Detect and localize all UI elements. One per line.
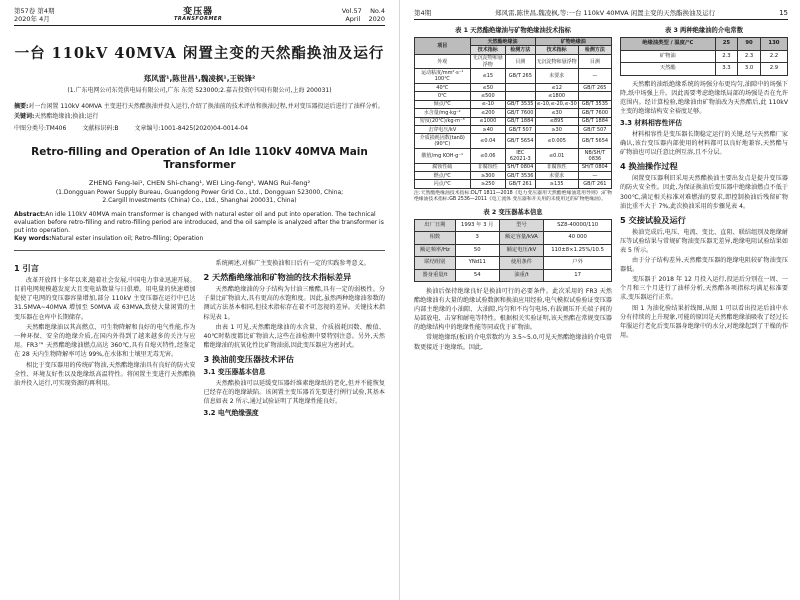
abstract-divider [14, 250, 385, 251]
table-header: 130 [760, 38, 787, 50]
table-cell: ≤12 [535, 84, 578, 92]
section-heading-2: 2 天然酯绝缘油和矿物油的技术指标差异 [203, 271, 352, 282]
table-row [415, 126, 612, 134]
table-cell: 110±8×1.25%/10.5 [544, 244, 612, 256]
table-cell: — [578, 69, 611, 84]
paper-title-en: Retro-filling and Operation of An Idle 110kV 40MVA Main Transformer [31, 146, 368, 172]
table-cell: 40℃ [415, 84, 471, 92]
table-cell: ≤1000 [470, 117, 506, 125]
abstract-text: 对一台闲置 110kV 40MVA 主变进行天然酯换油并投入运行,介绍了换油前的技术评估和换油过程,并对变压器投运后进行了油样分析。 [28, 103, 384, 110]
table3-caption: 表 3 两种绝缘油的介电常数 [664, 27, 744, 34]
authors-cn: 郑风雷¹,陈世昌¹,魏凌枫¹,王锐锋² [143, 74, 256, 83]
table-cell: GB/T 507 [506, 126, 535, 134]
body-paragraph: 常规绝缘纸(板)的介电常数约为 3.5~5.0,可见天然酯绝缘油的介电常数更接近于绝缘纸。因此, [414, 334, 612, 351]
table-cell: 无沉淀物和悬浮物 [535, 54, 578, 69]
table-cell: ≤0.01 [535, 149, 578, 164]
issue-label: 第4期 [414, 9, 432, 17]
table2-caption: 表 2 变压器基本信息 [483, 208, 543, 216]
table-cell: GB/T 261 [578, 180, 611, 188]
month-en: April [345, 15, 361, 23]
table2 [414, 219, 612, 282]
table-cell: ≤30 [535, 109, 578, 117]
table-cell: ≥300 [470, 171, 506, 179]
table-row [415, 134, 612, 149]
section-heading-1: 1 引言 [14, 262, 39, 273]
table-row [415, 54, 612, 69]
table-cell: SZ8-40000/110 [544, 219, 612, 231]
table-row [415, 117, 612, 125]
table-cell: 户外 [544, 257, 612, 269]
table-cell: 2.3 [715, 50, 738, 62]
table-cell: 54 [455, 269, 499, 281]
table-cell: GB/T 1884 [578, 117, 611, 125]
table-cell: 17 [544, 269, 612, 281]
table2-body [415, 219, 612, 281]
body-paragraph: 系统阐述,对推广主变换油和日后有一定的实践参考意义。 [215, 259, 370, 267]
date-cn: 2020年 4月 [14, 15, 50, 23]
right-running-header [414, 6, 788, 20]
table-row [415, 109, 612, 117]
table-subheader: 技术指标 [535, 46, 578, 54]
table-cell: ≤0.06 [470, 149, 506, 164]
table-header: 90 [738, 38, 761, 50]
table3 [620, 37, 788, 75]
body-paragraph: 由表 1 可见,天然酯绝缘油的水含量、介质损耗因数、酸值、40℃时粘度都比矿物油大,这些在油检测中要特别注意。另外,天然酯绝缘油的抗氧化性比矿物油弱,因此变压器应为密封式。 [203, 323, 385, 350]
section-heading-3: 3 换油前变压器技术评估 [203, 354, 294, 365]
table-cell: 倾点/℃ [415, 100, 471, 108]
body-paragraph: 天然酯的油纸绝缘系统的场强分布更均匀,油隙中的场强下降,纸中场强上升。因此需要考虑绝缘纸局部的场强是否在允许范围内。经计算检验,绝缘油由矿物油改为天然酯后,此 110kV 主变的绝缘结构安全裕度足够。 [620, 80, 788, 115]
abstract-en-label: Abstract: [14, 210, 46, 218]
table-cell: ≤-10,≤-20,≤-30 [536, 101, 577, 108]
table-cell: 酸值/mg KOH·g⁻¹ [415, 149, 471, 164]
table-cell: 无沉淀物和悬浮物 [470, 54, 506, 69]
table-cell: GB/T 265 [578, 84, 611, 92]
table-cell: GB/T 3535 [507, 101, 534, 108]
table-cell: 使用条件 [499, 257, 544, 269]
paper-title-cn: 一台 110kV 40MVA 闲置主变的天然酯换油及运行 [14, 45, 385, 62]
table-cell: ≤200 [470, 109, 506, 117]
table-cell: GB/T 5654 [578, 134, 611, 149]
table-cell: 闪点/℃ [415, 180, 471, 188]
table-cell: GB/T 1884 [507, 118, 534, 125]
table-header: 矿物绝缘油 [535, 38, 611, 46]
affiliation-en-2: 2.Cargill Investments (China) Co., Ltd., Shanghai 200031, China) [102, 196, 297, 204]
table-cell: 50 [455, 244, 499, 256]
year-en: 2020 [368, 15, 385, 23]
table-row [415, 171, 612, 179]
table1-note: 注:天然酯绝缘油技术指标:DL/T 1811—2018《电力变压器用天然酯绝缘油选用导则》;矿物绝缘油技术指标:GB 2536—2011《电工流体 变压器和开关用的未使用过的矿物绝缘油》。 [414, 190, 612, 203]
body-paragraph: 变压器于 2018 年 12 月投入运行,投运后分别在一周、一个月和三个月进行了油样分析,天然酯各项指标均满足标准要求,变压器运行正常。 [620, 276, 788, 302]
table-header: 25 [715, 38, 738, 50]
body-paragraph: 换油后保持绝缘良好是换油可行的必要条件。此次采用的 FR3 天然酯绝缘油有大量的绝缘试验数据和换油应用经验,电气模拟试验验证变压器内部主绝缘的小油隙、大油隙,均匀和不均匀电场,有载调压开关端子间的局部放电、击穿和耐电等特性。根据相关实验证明,该天然酯在常规变压器的绝缘结构中的绝缘性能等同或优于矿物油。 [414, 288, 612, 332]
table-cell: ≤895 [535, 117, 578, 125]
body-paragraph: 天然酯换油可以延缓变压器纤维素绝缘纸的老化,但并不能恢复已经存在的绝缘缺陷。该闲置主变压器首先要进行例行试验,其基本信息如表 2 所示,通过试验证明了其绝缘性能良好。 [203, 379, 385, 406]
body-paragraph: 改革开放四十多年以来,随着社会发展,中国电力事业迅速开展。目前电网规模越发庞大且变电站数量与日俱增。用电量的快速增加促使了电网的变压器容量增加,部分 110kV 主变压器在运行中已达 31.5MVA~40MVA 增加至 50MVA 或 63MVA,致使大量闲置的主变压器在仓库中长期储存。 [14, 276, 196, 321]
affiliation-cn: (1.广东电网公司东莞供电局有限公司,广东 东莞 523000;2.嘉吉投资(中国)有限公司,上海 200031) [67, 87, 332, 94]
table-cell: 0℃ [415, 92, 471, 100]
table-subheader: 技术指标 [470, 46, 506, 54]
table-cell: 相数 [415, 232, 456, 244]
body-paragraph: 材料相容性是变压器长期稳定运行的关键,经与天然酯厂家确认,该台变压器内部使用的材料都可以良好地兼容,天然酯与矿物油也可以任意比例互溶,且不分层。 [620, 130, 788, 157]
table-cell: GB/T 507 [578, 126, 611, 134]
table-row [415, 69, 612, 84]
body-paragraph: 天然酯绝缘油以其高燃点、可生物降解和良好的电气性能,作为一种环保、安全的绝缘介质,在国内外得到了越来越多的关注与应用。FR3™ 天然酯绝缘油燃点高达 360℃,具有自熄灭特性,经鉴定在 28 天内生物降解率可达 99%,在水体和土壤里无毒无害。 [14, 323, 196, 359]
table-cell: 密度(20℃)/kg·m⁻³ [415, 117, 471, 125]
keywords-label: 关键词: [14, 112, 35, 120]
left-body-col-1 [14, 259, 196, 421]
table-cell: 矿物油 [621, 50, 716, 62]
clc-number: 中图分类号:TM406 [14, 125, 67, 133]
table-cell: ≤50 [470, 84, 506, 92]
table-subheader: 检测方法 [506, 46, 535, 54]
table-cell: GB/T 5654 [506, 134, 535, 149]
table-cell: 3.3 [715, 63, 738, 75]
right-body-col-2 [620, 26, 788, 353]
table-header-row [621, 38, 788, 50]
page-number: 15 [779, 9, 788, 17]
body-paragraph: 图 1 为油化验结果折线图,从图 1 可以看出投运后油中水分有持续的上升现象,可能的原因是天然酯绝缘油吸收了经过长年服运行老化后变压器身绝缘中的水分,对绝缘起到了干燥的作用。 [620, 304, 788, 339]
table-cell [506, 84, 535, 92]
table1-caption: 表 1 天然酯绝缘油与矿物绝缘油技术指标 [455, 27, 571, 34]
table-cell: GB/T 261 [506, 180, 535, 188]
table-cell: 2.2 [760, 50, 787, 62]
table-cell: GB/T 3536 [507, 172, 534, 179]
affiliation-en-1: (1.Dongguan Power Supply Bureau, Guangdong Power Grid Co., Ltd., Dongguan 523000, China; [55, 189, 344, 197]
volume-issue-cn: 第57卷 第4期 [14, 7, 55, 15]
table-cell: 燃点/℃ [415, 171, 471, 179]
right-body-columns [414, 26, 788, 353]
table-cell: 未要求 [535, 69, 578, 84]
keywords-cn [14, 113, 385, 122]
volume-en: Vol.57 [341, 7, 362, 15]
table-cell: SH/T 0804 [578, 163, 611, 171]
table-cell: 器身重量/t [415, 269, 456, 281]
table-cell: ≤1800 [535, 92, 578, 100]
subsection-heading-3-1: 3.1 变压器基本信息 [203, 367, 266, 376]
table-cell: 目测 [578, 54, 611, 69]
section-heading-5: 5 交接试验及运行 [620, 214, 686, 225]
table-row [621, 63, 788, 75]
table-row [415, 149, 612, 164]
authors-en: ZHENG Feng-lei¹, CHEN Shi-chang¹, WEI Ling-feng¹, WANG Rui-feng² [88, 179, 311, 188]
table-cell: SH/T 0804 [507, 164, 534, 171]
abstract-en-text: An idle 110kV 40MVA main transformer is changed with natural ester oil and put into operation. The technical evaluation before retro-filling and retro-filling period are introduced, and the oil sample is analyzed after the transformer is put into operation. [14, 210, 384, 235]
table-cell: GB/T 7600 [578, 109, 611, 117]
left-body-col-2 [204, 259, 386, 421]
table-cell: 水含量/mg·kg⁻¹ [415, 109, 471, 117]
table1 [414, 37, 612, 189]
left-running-header [14, 6, 385, 26]
table-header: 天然酯绝缘油 [470, 38, 535, 46]
table-cell: ≥135 [535, 180, 578, 188]
table-cell: IEC 62021-3 [506, 149, 535, 164]
right-page [402, 0, 800, 600]
body-paragraph: 闲置变压器利旧采用天然酯换油主要出发点是提升变压器的防火安全性。因此,为保证换油后变压器中绝缘油燃点不低于 300℃,满足相关标准对难燃油的要求,即控制换油后残留矿物油比重不大于 7%,此次换油采用的步骤见表 4。 [620, 175, 788, 210]
number-en: No.4 [370, 7, 385, 15]
table-cell: ≤-10 [470, 100, 506, 108]
table-row [415, 232, 612, 244]
table-cell: 2.9 [760, 63, 787, 75]
table-cell: ≤0.04 [470, 134, 506, 149]
table-cell: ≥30 [535, 126, 578, 134]
table-row [415, 219, 612, 231]
table-cell: 目测 [506, 54, 535, 69]
right-body-col-1 [414, 26, 612, 353]
table-header: 绝缘油类型 / 温度/℃ [621, 38, 716, 50]
table-cell: 未要求 [535, 171, 578, 179]
table-cell: 3 [455, 232, 499, 244]
table-cell [578, 92, 611, 100]
table-cell: 型号 [499, 219, 544, 231]
table-cell: ≤500 [470, 92, 506, 100]
table-cell: 联结组别 [415, 257, 456, 269]
keywords-en-label: Key words: [14, 235, 52, 243]
table-row [415, 269, 612, 281]
table-row [415, 84, 612, 92]
abstract-label: 摘要: [14, 103, 29, 110]
table-row [415, 92, 612, 100]
table-cell: GB/T 265 [506, 69, 535, 84]
body-paragraph: 换油完成后,电压、电流、变比、直阻、联结组别及绝缘耐压等试验结果与常规矿物油变压器无差异,绝缘电阻试验结果如表 5 所示。 [620, 228, 788, 254]
body-paragraph: 天然酯绝缘油的分子结构为甘油三酸酯,具有一定的弱极性。分子量比矿物油大,具有更高的水饱和度。因此,虽然两种绝缘油参数的测试方法基本相同,但技术指标存在着不可忽视的差异。关键技术指标见表 1。 [203, 286, 385, 321]
table-subheader: 检测方法 [578, 46, 611, 54]
table-cell: YNd11 [455, 257, 499, 269]
subsection-heading-3-2: 3.2 电气绝缘强度 [203, 409, 259, 418]
article-meta [14, 123, 385, 132]
table-cell: 击穿电压/kV [415, 126, 471, 134]
table-cell: 额定电压/kV [499, 244, 544, 256]
document-code: 文献标识码:B [82, 125, 119, 133]
table-row [415, 100, 612, 108]
subsection-heading-3-3: 3.3 材料相容性评估 [620, 118, 682, 127]
article-number: 文章编号:1001-8425(2020)04-0014-04 [134, 125, 249, 133]
keywords-text: 天然酯绝缘油;换油;运行 [34, 112, 99, 120]
table-cell: ≤15 [470, 69, 506, 84]
section-heading-4: 4 换油操作过程 [620, 161, 678, 172]
table3-body [621, 50, 788, 75]
table-cell: 腐蚀性硫 [415, 163, 471, 171]
journal-logo [174, 9, 222, 23]
table-cell: 油重/t [499, 269, 544, 281]
table-cell: 额定频率/Hz [415, 244, 456, 256]
table-cell: ≤0.005 [535, 134, 578, 149]
table-cell: 2.3 [738, 50, 761, 62]
table-cell: 1993 年 3 月 [455, 219, 499, 231]
table-cell: 非腐蚀性 [535, 163, 578, 171]
table-cell: ≥40 [470, 126, 506, 134]
table-row [415, 257, 612, 269]
body-paragraph: 相比于变压器用的传统矿物油,天然酯绝缘油具有良好的防火安全性、环境友好性以及绝缘纸高温特性。将闲置主变进行天然酯换油并投入运行,可实现资源的再利用。 [14, 361, 196, 388]
table-row [415, 180, 612, 188]
keywords-en [14, 235, 385, 243]
table-header: 项目 [415, 38, 471, 55]
table-row [621, 50, 788, 62]
keywords-en-text: Natural ester insulation oil; Retro-filling; Operation [51, 235, 204, 243]
abstract-en [14, 211, 385, 236]
table-cell: 运动粘度/mm²·s⁻¹ 100℃ [415, 69, 471, 84]
abstract-cn [14, 103, 385, 112]
running-title: 郑风雷,陈世昌,魏凌枫,等:一台 110kV 40MVA 闲置主变的天然酯换油及运行 [495, 9, 716, 17]
table-row [415, 163, 612, 171]
table-cell: 介质损耗因数(tanδ)(90℃) [415, 134, 471, 149]
table-header-row [415, 38, 612, 46]
table-cell: NB/SH/T 0836 [578, 149, 611, 164]
left-body-columns [14, 259, 385, 421]
table1-body [415, 54, 612, 188]
table-cell: 3.0 [738, 63, 761, 75]
table-cell: 非腐蚀性 [470, 163, 506, 171]
table-cell: 额定容量/kVA [499, 232, 544, 244]
affiliation-en [14, 189, 385, 205]
table-cell: 出厂日期 [415, 219, 456, 231]
table-cell: 外观 [415, 54, 471, 69]
table-cell: 40 000 [544, 232, 612, 244]
body-paragraph: 由于分子结构差异,天然酯变压器的绝缘电阻较矿物油变压器低。 [620, 257, 788, 274]
logo-en: TRANSFORMER [174, 16, 223, 22]
table-row [415, 244, 612, 256]
table-cell [506, 92, 535, 100]
table-cell: ≥250 [470, 180, 506, 188]
table-cell: 天然酯 [621, 63, 716, 75]
table-cell: — [578, 171, 611, 179]
table-cell: GB/T 7600 [507, 109, 534, 116]
logo-cn: 变压器 [183, 7, 214, 17]
table-cell: GB/T 3535 [578, 100, 611, 108]
